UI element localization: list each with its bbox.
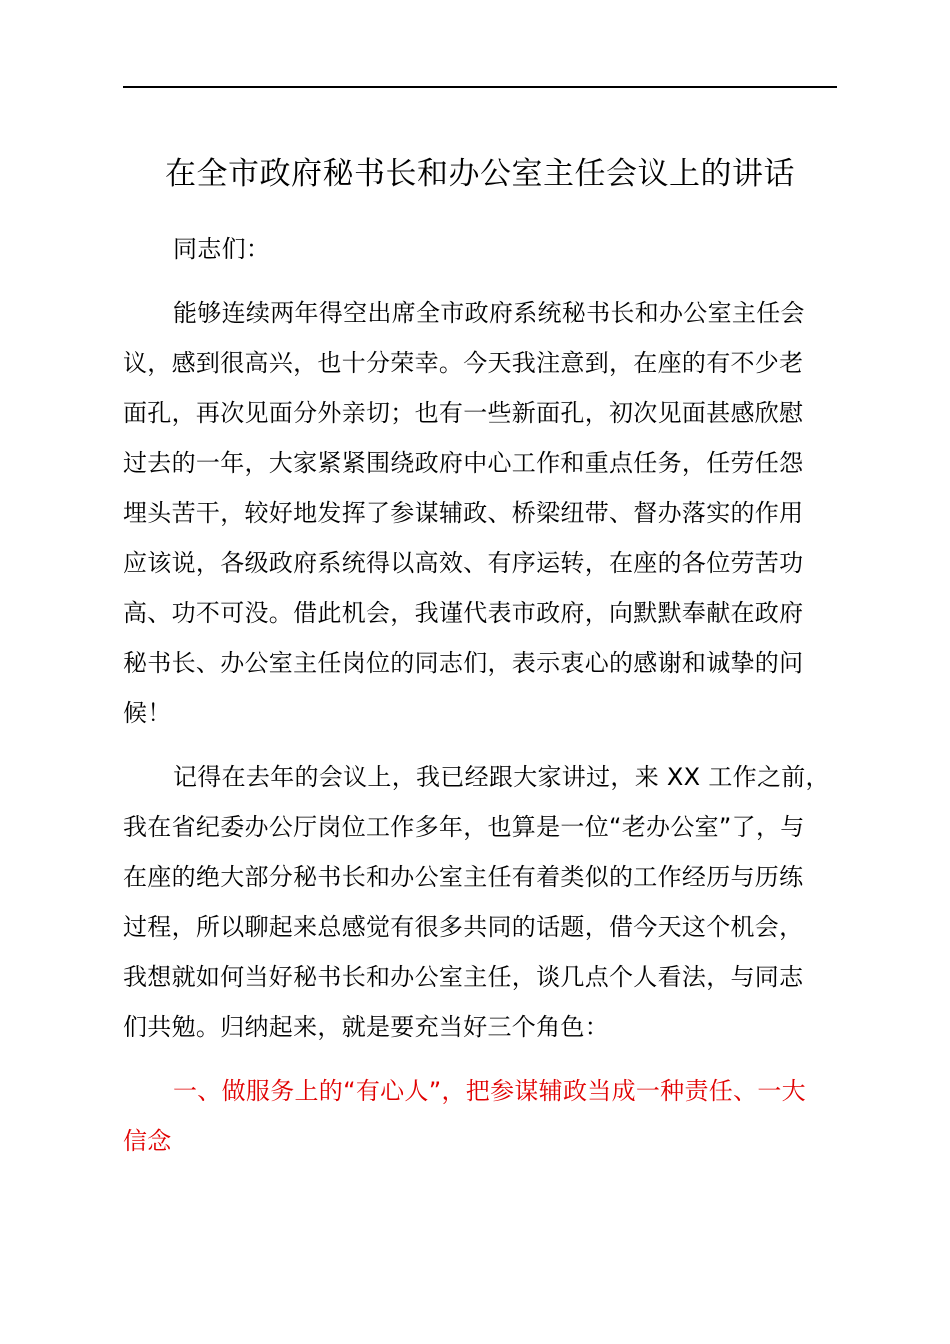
section-heading-line: 一、做服务上的“有心人”，把参谋辅政当成一种责任、一大 xyxy=(173,1077,806,1105)
paragraph-line: 们共勉。归纳起来，就是要充当好三个角色： xyxy=(123,1013,609,1041)
document-title: 在全市政府秘书长和办公室主任会议上的讲话 xyxy=(165,156,795,192)
paragraph-line: 在座的绝大部分秘书长和办公室主任有着类似的工作经历与历练 xyxy=(123,863,804,891)
top-rule xyxy=(123,86,837,88)
paragraph-line: 面孔，再次见面分外亲切；也有一些新面孔，初次见面甚感欣慰 xyxy=(123,399,804,427)
paragraph-line: 候！ xyxy=(123,699,172,727)
section-heading-line: 信念 xyxy=(123,1127,172,1155)
paragraph-line: 过去的一年，大家紧紧围绕政府中心工作和重点任务，任劳任怨 xyxy=(123,449,804,477)
paragraph-line: 秘书长、办公室主任岗位的同志们，表示衷心的感谢和诚挚的问 xyxy=(123,649,804,677)
paragraph-line: 过程，所以聊起来总感觉有很多共同的话题，借今天这个机会， xyxy=(123,913,804,941)
paragraph-line: 高、功不可没。借此机会，我谨代表市政府，向默默奉献在政府 xyxy=(123,599,804,627)
paragraph-line: 埋头苦干，较好地发挥了参谋辅政、桥梁纽带、督办落实的作用 xyxy=(123,499,804,527)
paragraph-line: 我想就如何当好秘书长和办公室主任，谈几点个人看法，与同志 xyxy=(123,963,804,991)
paragraph-line: 议，感到很高兴，也十分荣幸。今天我注意到，在座的有不少老 xyxy=(123,349,804,377)
paragraph-line: 能够连续两年得空出席全市政府系统秘书长和办公室主任会 xyxy=(173,299,805,327)
paragraph-line: 应该说，各级政府系统得以高效、有序运转，在座的各位劳苦功 xyxy=(123,549,804,577)
greeting: 同志们： xyxy=(173,235,271,263)
paragraph-line: 记得在去年的会议上，我已经跟大家讲过，来 XX 工作之前， xyxy=(173,763,830,791)
paragraph-line: 我在省纪委办公厅岗位工作多年，也算是一位“老办公室”了，与 xyxy=(123,813,805,841)
